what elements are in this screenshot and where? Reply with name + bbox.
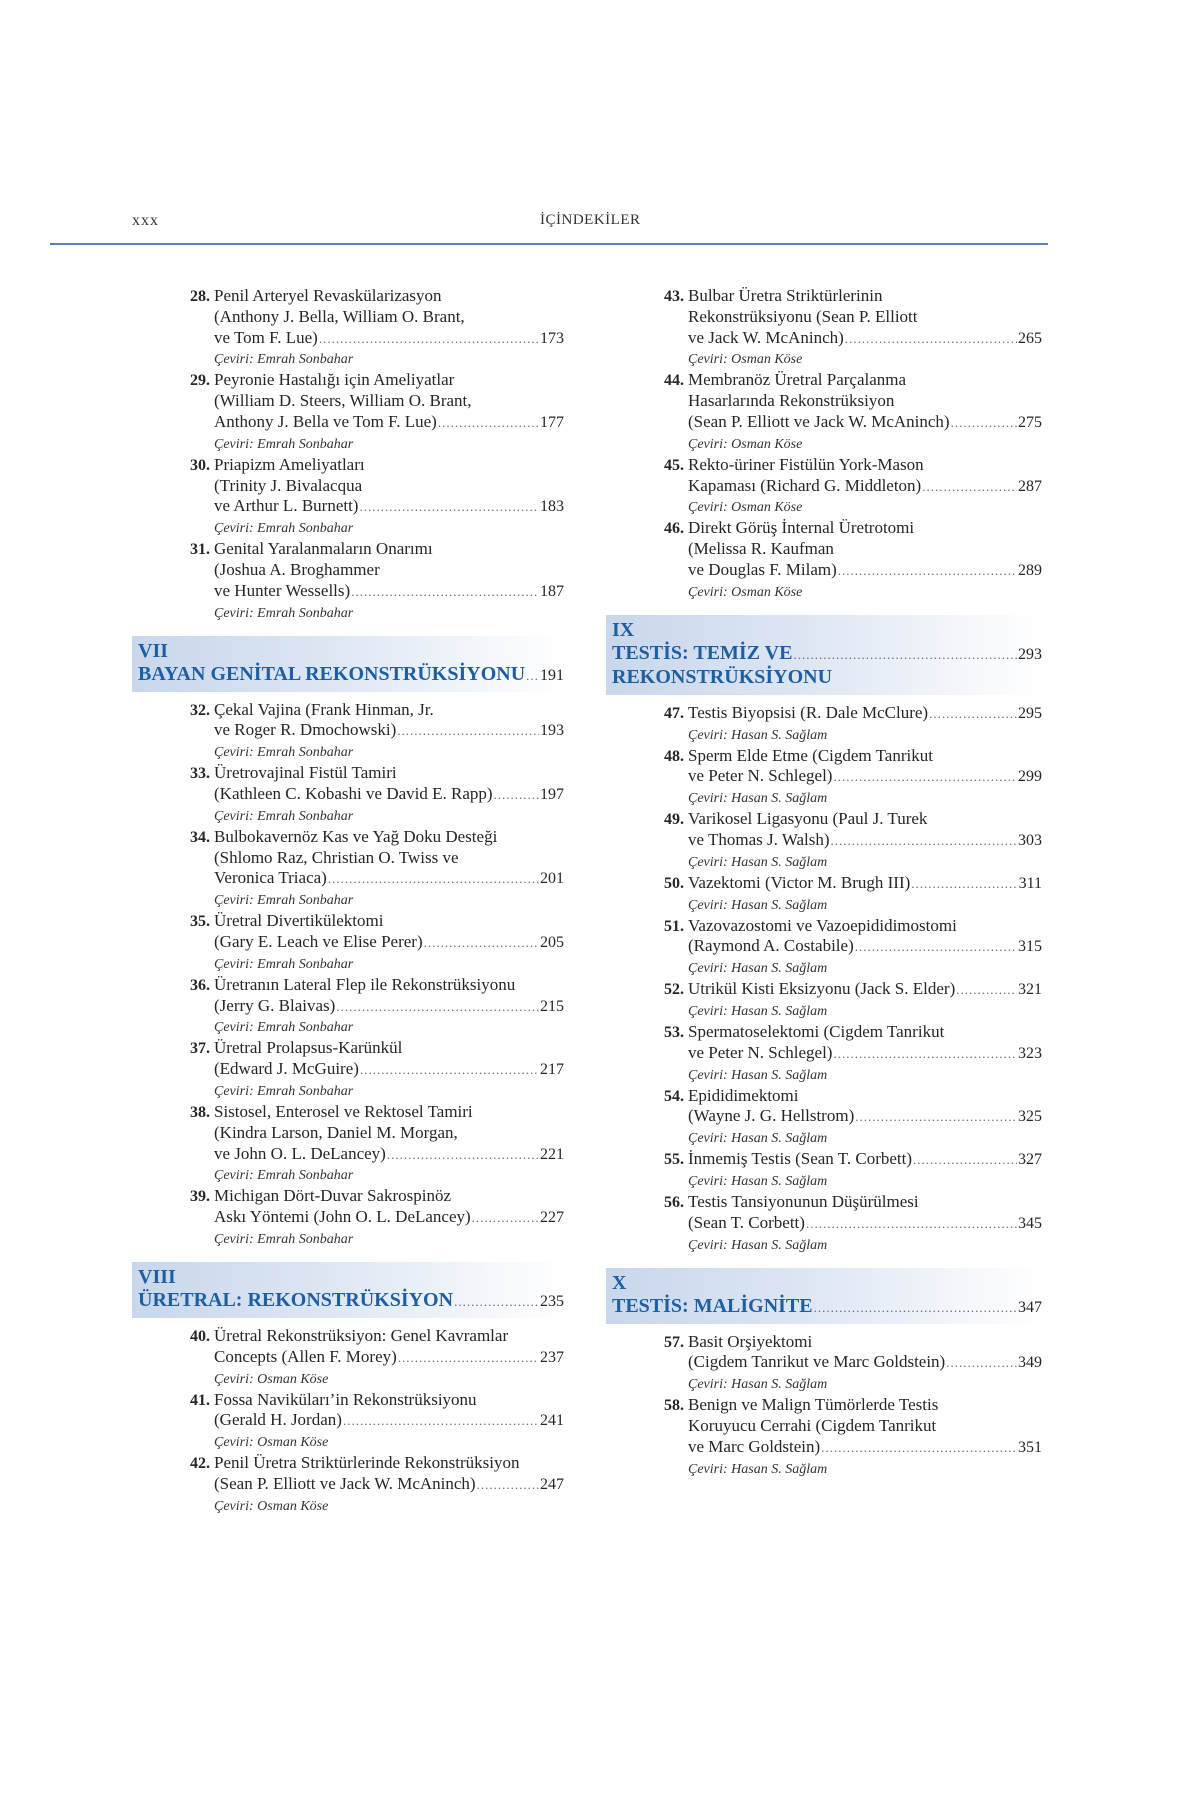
entry-page-ref: 241 — [540, 1412, 564, 1430]
dot-leader — [328, 868, 539, 890]
toc-entry — [132, 1453, 564, 1517]
dot-leader — [845, 328, 1017, 350]
entry-title-text: ve Arthur L. Burnett) — [214, 496, 359, 516]
dot-leader — [387, 1144, 539, 1166]
entry-title-line-with-page — [214, 1059, 564, 1081]
dot-leader — [922, 476, 1017, 498]
entry-number: 52. — [664, 981, 684, 999]
entry-title-text: ve John O. L. DeLancey) — [214, 1143, 386, 1163]
entry-title-line: (Anthony J. Bella, William O. Brant, — [214, 306, 465, 326]
entry-title-line: (Trinity J. Bivalacqua — [214, 475, 363, 495]
entry-title-line: Epididimektomi — [688, 1085, 799, 1105]
entry-translator: Çeviri: Hasan S. Sağlam — [688, 1003, 828, 1019]
entry-page-ref: 197 — [540, 785, 564, 803]
entry-page-ref: 299 — [1018, 768, 1042, 786]
toc-entry — [132, 370, 564, 454]
dot-leader — [526, 667, 539, 685]
entry-translator: Çeviri: Emrah Sonbahar — [214, 956, 354, 972]
entry-title-line: Direkt Görüş İnternal Üretrotomi — [688, 518, 915, 538]
entry-title-line-with-page — [688, 560, 1042, 582]
section-numeral: IX — [612, 618, 635, 641]
dot-leader — [351, 581, 539, 603]
entry-translator: Çeviri: Hasan S. Sağlam — [688, 1131, 828, 1147]
dot-leader — [343, 1410, 539, 1432]
entry-number: 49. — [664, 811, 684, 829]
entry-title-line: (Shlomo Raz, Christian O. Twiss ve — [214, 847, 459, 867]
section-page-ref: 293 — [1018, 645, 1042, 663]
entry-title-line: (Melissa R. Kaufman — [688, 539, 834, 559]
section-heading-ix — [606, 615, 1042, 695]
entry-translator: Çeviri: Hasan S. Sağlam — [688, 791, 828, 807]
entry-title-text: ve Roger R. Dmochowski) — [214, 720, 397, 740]
section-title: TESTİS: MALİGNİTE — [612, 1294, 813, 1317]
entry-page-ref: 215 — [540, 997, 564, 1015]
entry-number: 44. — [664, 372, 684, 390]
entry-page-ref: 311 — [1018, 874, 1042, 892]
toc-entry — [606, 370, 1042, 454]
entry-title-line: Bulbokavernöz Kas ve Yağ Doku Desteği — [214, 826, 498, 846]
entry-number: 34. — [190, 828, 210, 846]
entry-title-line-with-page — [688, 328, 1042, 350]
toc-entry — [132, 286, 564, 370]
page-header — [0, 212, 1200, 242]
entry-page-ref: 345 — [1018, 1214, 1042, 1232]
entry-number: 29. — [190, 372, 210, 390]
entry-title-line-with-page — [688, 830, 1042, 852]
entry-title-line: Genital Yaralanmaların Onarımı — [214, 539, 433, 559]
dot-leader — [360, 1059, 539, 1081]
dot-leader — [424, 932, 539, 954]
dot-leader — [359, 496, 539, 518]
entry-translator: Çeviri: Hasan S. Sağlam — [688, 1237, 828, 1253]
dot-leader — [833, 766, 1017, 788]
entry-translator: Çeviri: Emrah Sonbahar — [214, 436, 354, 452]
entry-title-line-with-page — [214, 581, 564, 603]
dot-leader — [472, 1207, 539, 1229]
dot-leader — [398, 1347, 539, 1369]
entry-title-text: İnmemiş Testis (Sean T. Corbett) — [688, 1149, 913, 1169]
entry-translator: Çeviri: Emrah Sonbahar — [214, 808, 354, 824]
toc-entry — [132, 455, 564, 539]
entry-page-ref: 351 — [1018, 1438, 1042, 1456]
entry-title-line: (Kindra Larson, Daniel M. Morgan, — [214, 1122, 458, 1142]
entry-translator: Çeviri: Osman Köse — [688, 584, 803, 600]
entry-translator: Çeviri: Emrah Sonbahar — [214, 1231, 354, 1247]
entry-number: 37. — [190, 1040, 210, 1058]
entry-page-ref: 247 — [540, 1475, 564, 1493]
entry-title-line: Üretrovajinal Fistül Tamiri — [214, 763, 397, 783]
dot-leader — [494, 784, 539, 806]
dot-leader — [821, 1437, 1017, 1459]
entry-number: 33. — [190, 765, 210, 783]
toc-left-column — [132, 286, 564, 1517]
entry-page-ref: 227 — [540, 1209, 564, 1227]
toc-entry — [606, 1022, 1042, 1086]
entry-title-line-with-page — [688, 1213, 1042, 1235]
entry-title-text: ve Thomas J. Walsh) — [688, 829, 830, 849]
entry-translator: Çeviri: Hasan S. Sağlam — [688, 1461, 828, 1477]
entry-title-text: Askı Yöntemi (John O. L. DeLancey) — [214, 1207, 471, 1227]
toc-entry — [132, 539, 564, 623]
entry-title-line-with-page — [688, 1149, 1042, 1171]
entry-translator: Çeviri: Osman Köse — [688, 500, 803, 516]
dot-leader — [319, 328, 539, 350]
entry-title-line-with-page — [688, 1043, 1042, 1065]
entry-title-text: (Cigdem Tanrikut ve Marc Goldstein) — [688, 1352, 946, 1372]
dot-leader — [855, 1106, 1017, 1128]
dot-leader — [336, 996, 539, 1018]
entry-page-ref: 321 — [1018, 981, 1042, 999]
entry-title-line: Çekal Vajina (Frank Hinman, Jr. — [214, 699, 434, 719]
toc-entry — [132, 911, 564, 975]
entry-number: 54. — [664, 1087, 684, 1105]
entry-page-ref: 349 — [1018, 1354, 1042, 1372]
toc-entry — [132, 1186, 564, 1250]
page-number: xxx — [132, 212, 159, 229]
entry-title-text: ve Marc Goldstein) — [688, 1436, 821, 1456]
entry-title-line: Üretral Divertikülektomi — [214, 911, 384, 931]
section-title: BAYAN GENİTAL REKONSTRÜKSİYONU — [138, 662, 526, 685]
toc-group — [132, 1326, 564, 1517]
entry-translator: Çeviri: Emrah Sonbahar — [214, 893, 354, 909]
entry-translator: Çeviri: Hasan S. Sağlam — [688, 727, 828, 743]
entry-title-line-with-page — [214, 784, 564, 806]
toc-entry — [606, 1086, 1042, 1150]
dot-leader — [951, 412, 1017, 434]
entry-title-line-with-page — [214, 868, 564, 890]
entry-title-line: Üretranın Lateral Flep ile Rekonstrüksiyonu — [214, 974, 516, 994]
dot-leader — [814, 1299, 1017, 1317]
entry-page-ref: 315 — [1018, 938, 1042, 956]
dot-leader — [833, 1043, 1017, 1065]
entry-title-line-with-page — [214, 996, 564, 1018]
toc-entry — [132, 975, 564, 1039]
entry-title-text: ve Hunter Wessells) — [214, 580, 351, 600]
entry-number: 48. — [664, 747, 684, 765]
toc-entry — [132, 1390, 564, 1454]
entry-title-line: Testis Tansiyonunun Düşürülmesi — [688, 1191, 919, 1211]
entry-title-text: (Jerry G. Blaivas) — [214, 995, 336, 1015]
entry-title-line-with-page — [688, 873, 1042, 895]
entry-translator: Çeviri: Hasan S. Sağlam — [688, 854, 828, 870]
toc-group — [132, 286, 564, 624]
entry-translator: Çeviri: Osman Köse — [214, 1371, 329, 1387]
entry-page-ref: 173 — [540, 329, 564, 347]
entry-page-ref: 323 — [1018, 1044, 1042, 1062]
dot-leader — [855, 936, 1017, 958]
entry-number: 47. — [664, 704, 684, 722]
entry-number: 53. — [664, 1023, 684, 1041]
entry-translator: Çeviri: Emrah Sonbahar — [214, 352, 354, 368]
section-numeral: X — [612, 1271, 627, 1294]
entry-number: 57. — [664, 1333, 684, 1351]
section-title-continued: REKONSTRÜKSİYONU — [612, 665, 833, 688]
entry-title-line: Sistosel, Enterosel ve Rektosel Tamiri — [214, 1101, 473, 1121]
entry-title-line: Bulbar Üretra Striktürlerinin — [688, 286, 883, 305]
entry-page-ref: 217 — [540, 1061, 564, 1079]
entry-number: 36. — [190, 976, 210, 994]
entry-title-text: (Raymond A. Costabile) — [688, 936, 854, 956]
entry-page-ref: 303 — [1018, 831, 1042, 849]
entry-translator: Çeviri: Emrah Sonbahar — [214, 1168, 354, 1184]
toc-entry — [606, 809, 1042, 873]
entry-title-line: Membranöz Üretral Parçalanma — [688, 370, 907, 390]
toc-entry — [606, 1395, 1042, 1479]
dot-leader — [911, 873, 1017, 895]
section-page-ref: 347 — [1018, 1298, 1042, 1316]
entry-number: 35. — [190, 913, 210, 931]
entry-translator: Çeviri: Osman Köse — [214, 1498, 329, 1514]
entry-translator: Çeviri: Osman Köse — [688, 436, 803, 452]
dot-leader — [438, 412, 539, 434]
entry-title-line-with-page — [214, 1207, 564, 1229]
entry-title-line: Penil Arteryel Revaskülarizasyon — [214, 286, 442, 305]
entry-title-line: Rekto-üriner Fistülün York-Mason — [688, 454, 924, 474]
entry-title-line: Vazovazostomi ve Vazoepididimostomi — [688, 915, 957, 935]
toc-entry — [606, 746, 1042, 810]
entry-number: 56. — [664, 1193, 684, 1211]
entry-title-text: (Edward J. McGuire) — [214, 1059, 359, 1079]
toc-entry — [606, 286, 1042, 370]
section-heading-x — [606, 1268, 1042, 1324]
entry-title-line: Michigan Dört-Duvar Sakrospinöz — [214, 1186, 452, 1206]
entry-title-line: Rekonstrüksiyonu (Sean P. Elliott — [688, 306, 918, 326]
dot-leader — [806, 1213, 1017, 1235]
entry-page-ref: 275 — [1018, 413, 1042, 431]
entry-number: 43. — [664, 288, 684, 305]
entry-title-line: Priapizm Ameliyatları — [214, 454, 365, 474]
entry-translator: Çeviri: Hasan S. Sağlam — [688, 1173, 828, 1189]
entry-title-line: Hasarlarında Rekonstrüksiyon — [688, 391, 895, 411]
entry-title-text: (Sean P. Elliott ve Jack W. McAninch) — [688, 411, 950, 431]
dot-leader — [913, 1149, 1017, 1171]
section-numeral: VII — [138, 639, 169, 662]
entry-title-line: (William D. Steers, William O. Brant, — [214, 391, 472, 411]
section-numeral: VIII — [138, 1265, 176, 1288]
entry-title-line: Benign ve Malign Tümörlerde Testis — [688, 1395, 939, 1415]
dot-leader — [793, 646, 1017, 664]
entry-title-line-with-page — [688, 1106, 1042, 1128]
entry-translator: Çeviri: Osman Köse — [688, 352, 803, 368]
entry-title-line-with-page — [688, 412, 1042, 434]
entry-title-line-with-page — [214, 1474, 564, 1496]
entry-title-text: ve Peter N. Schlegel) — [688, 766, 833, 786]
entry-page-ref: 177 — [540, 413, 564, 431]
entry-translator: Çeviri: Emrah Sonbahar — [214, 605, 354, 621]
entry-number: 41. — [190, 1391, 210, 1409]
entry-translator: Çeviri: Hasan S. Sağlam — [688, 961, 828, 977]
entry-title-line-with-page — [688, 476, 1042, 498]
entry-number: 40. — [190, 1327, 210, 1345]
toc-entry — [606, 703, 1042, 746]
entry-number: 45. — [664, 456, 684, 474]
toc-entry — [606, 873, 1042, 916]
section-page-ref: 235 — [540, 1292, 564, 1310]
toc-entry — [606, 979, 1042, 1022]
entry-number: 31. — [190, 541, 210, 559]
entry-title-text: Anthony J. Bella ve Tom F. Lue) — [214, 411, 437, 431]
entry-page-ref: 205 — [540, 933, 564, 951]
toc-entry — [132, 1038, 564, 1102]
toc-entry — [606, 916, 1042, 980]
entry-title-line-with-page — [688, 1352, 1042, 1374]
entry-translator: Çeviri: Osman Köse — [214, 1435, 329, 1451]
entry-title-line-with-page — [688, 936, 1042, 958]
entry-title-line: Üretral Prolapsus-Karünkül — [214, 1038, 403, 1058]
entry-number: 42. — [190, 1455, 210, 1473]
entry-title-line: Basit Orşiyektomi — [688, 1331, 813, 1351]
entry-title-line-with-page — [214, 496, 564, 518]
entry-page-ref: 327 — [1018, 1151, 1042, 1169]
entry-page-ref: 289 — [1018, 561, 1042, 579]
entry-title-line-with-page — [688, 979, 1042, 1001]
section-title: TESTİS: TEMİZ VE — [612, 641, 793, 664]
toc-right-column — [606, 286, 1042, 1480]
toc-group — [606, 1332, 1042, 1480]
entry-title-text: Kapaması (Richard G. Middleton) — [688, 475, 922, 495]
entry-number: 51. — [664, 917, 684, 935]
section-page-ref: 191 — [540, 666, 564, 684]
entry-title-text: (Gary E. Leach ve Elise Perer) — [214, 931, 423, 951]
entry-number: 38. — [190, 1103, 210, 1121]
entry-title-line: (Joshua A. Broghammer — [214, 559, 380, 579]
dot-leader — [929, 703, 1017, 725]
entry-page-ref: 221 — [540, 1145, 564, 1163]
entry-title-line-with-page — [214, 932, 564, 954]
entry-page-ref: 325 — [1018, 1108, 1042, 1126]
entry-title-text: (Wayne J. G. Hellstrom) — [688, 1106, 855, 1126]
toc-group — [132, 700, 564, 1250]
entry-title-line-with-page — [214, 1144, 564, 1166]
entry-title-line-with-page — [214, 328, 564, 350]
entry-number: 32. — [190, 701, 210, 719]
entry-title-line-with-page — [688, 703, 1042, 725]
entry-page-ref: 201 — [540, 870, 564, 888]
entry-page-ref: 287 — [1018, 477, 1042, 495]
entry-title-text: ve Jack W. McAninch) — [688, 327, 844, 347]
entry-title-line: Üretral Rekonstrüksiyon: Genel Kavramlar — [214, 1325, 509, 1345]
entry-translator: Çeviri: Emrah Sonbahar — [214, 521, 354, 537]
entry-title-text: Veronica Triaca) — [214, 868, 327, 888]
entry-translator: Çeviri: Hasan S. Sağlam — [688, 1067, 828, 1083]
entry-number: 39. — [190, 1188, 210, 1206]
entry-translator: Çeviri: Emrah Sonbahar — [214, 1083, 354, 1099]
entry-number: 58. — [664, 1397, 684, 1415]
toc-entry — [606, 1192, 1042, 1256]
entry-page-ref: 183 — [540, 498, 564, 516]
entry-title-line-with-page — [214, 1410, 564, 1432]
dot-leader — [956, 979, 1017, 1001]
entry-title-line-with-page — [214, 1347, 564, 1369]
section-title: ÜRETRAL: REKONSTRÜKSİYON — [138, 1288, 454, 1311]
entry-title-line: Varikosel Ligasyonu (Paul J. Turek — [688, 809, 928, 829]
toc-entry — [132, 1326, 564, 1390]
entry-number: 28. — [190, 288, 210, 305]
toc-entry — [606, 455, 1042, 519]
entry-number: 46. — [664, 520, 684, 538]
entry-title-text: ve Peter N. Schlegel) — [688, 1042, 833, 1062]
dot-leader — [397, 720, 539, 742]
toc-group — [606, 703, 1042, 1256]
entry-page-ref: 295 — [1018, 704, 1042, 722]
entry-number: 50. — [664, 874, 684, 892]
entry-title-line-with-page — [688, 766, 1042, 788]
entry-title-line: Peyronie Hastalığı için Ameliyatlar — [214, 370, 455, 390]
entry-title-line: Sperm Elde Etme (Cigdem Tanrikut — [688, 745, 933, 765]
toc-entry — [606, 1332, 1042, 1396]
entry-title-text: (Gerald H. Jordan) — [214, 1410, 342, 1430]
toc-entry — [132, 700, 564, 764]
entry-page-ref: 193 — [540, 722, 564, 740]
entry-number: 30. — [190, 456, 210, 474]
toc-entry — [132, 1102, 564, 1186]
entry-page-ref: 237 — [540, 1348, 564, 1366]
entry-title-line-with-page — [688, 1437, 1042, 1459]
entry-title-text: ve Douglas F. Milam) — [688, 559, 837, 579]
toc-entry — [606, 518, 1042, 602]
entry-title-text: Concepts (Allen F. Morey) — [214, 1346, 397, 1366]
toc-entry — [606, 1149, 1042, 1192]
entry-title-text: Vazektomi (Victor M. Brugh III) — [688, 872, 911, 892]
toc-entry — [132, 763, 564, 827]
entry-title-line-with-page — [214, 412, 564, 434]
entry-title-text: ve Tom F. Lue) — [214, 327, 318, 347]
entry-number: 55. — [664, 1151, 684, 1169]
entry-title-line-with-page — [214, 720, 564, 742]
toc-entry — [132, 827, 564, 911]
entry-title-line: Fossa Naviküları’in Rekonstrüksiyonu — [214, 1389, 477, 1409]
entry-translator: Çeviri: Emrah Sonbahar — [214, 745, 354, 761]
entry-title-line: Penil Üretra Striktürlerinde Rekonstrüksiyon — [214, 1453, 520, 1473]
entry-title-text: Testis Biyopsisi (R. Dale McClure) — [688, 702, 929, 722]
dot-leader — [946, 1352, 1017, 1374]
entry-title-line: Koruyucu Cerrahi (Cigdem Tanrikut — [688, 1415, 937, 1435]
entry-title-text: (Sean T. Corbett) — [688, 1212, 805, 1232]
dot-leader — [831, 830, 1017, 852]
entry-translator: Çeviri: Emrah Sonbahar — [214, 1020, 354, 1036]
entry-title-text: (Sean P. Elliott ve Jack W. McAninch) — [214, 1473, 476, 1493]
entry-title-text: (Kathleen C. Kobashi ve David E. Rapp) — [214, 783, 493, 803]
toc-group — [606, 286, 1042, 603]
running-title: İÇİNDEKİLER — [540, 212, 641, 228]
section-heading-viii — [132, 1262, 564, 1318]
entry-title-line: Spermatoselektomi (Cigdem Tanrikut — [688, 1021, 945, 1041]
entry-page-ref: 187 — [540, 582, 564, 600]
dot-leader — [477, 1474, 539, 1496]
header-rule — [50, 243, 1048, 245]
entry-title-text: Utrikül Kisti Eksizyonu (Jack S. Elder) — [688, 979, 956, 999]
entry-translator: Çeviri: Hasan S. Sağlam — [688, 897, 828, 913]
entry-page-ref: 265 — [1018, 329, 1042, 347]
entry-translator: Çeviri: Hasan S. Sağlam — [688, 1377, 828, 1393]
section-heading-vii — [132, 636, 564, 692]
dot-leader — [454, 1293, 539, 1311]
dot-leader — [838, 560, 1017, 582]
